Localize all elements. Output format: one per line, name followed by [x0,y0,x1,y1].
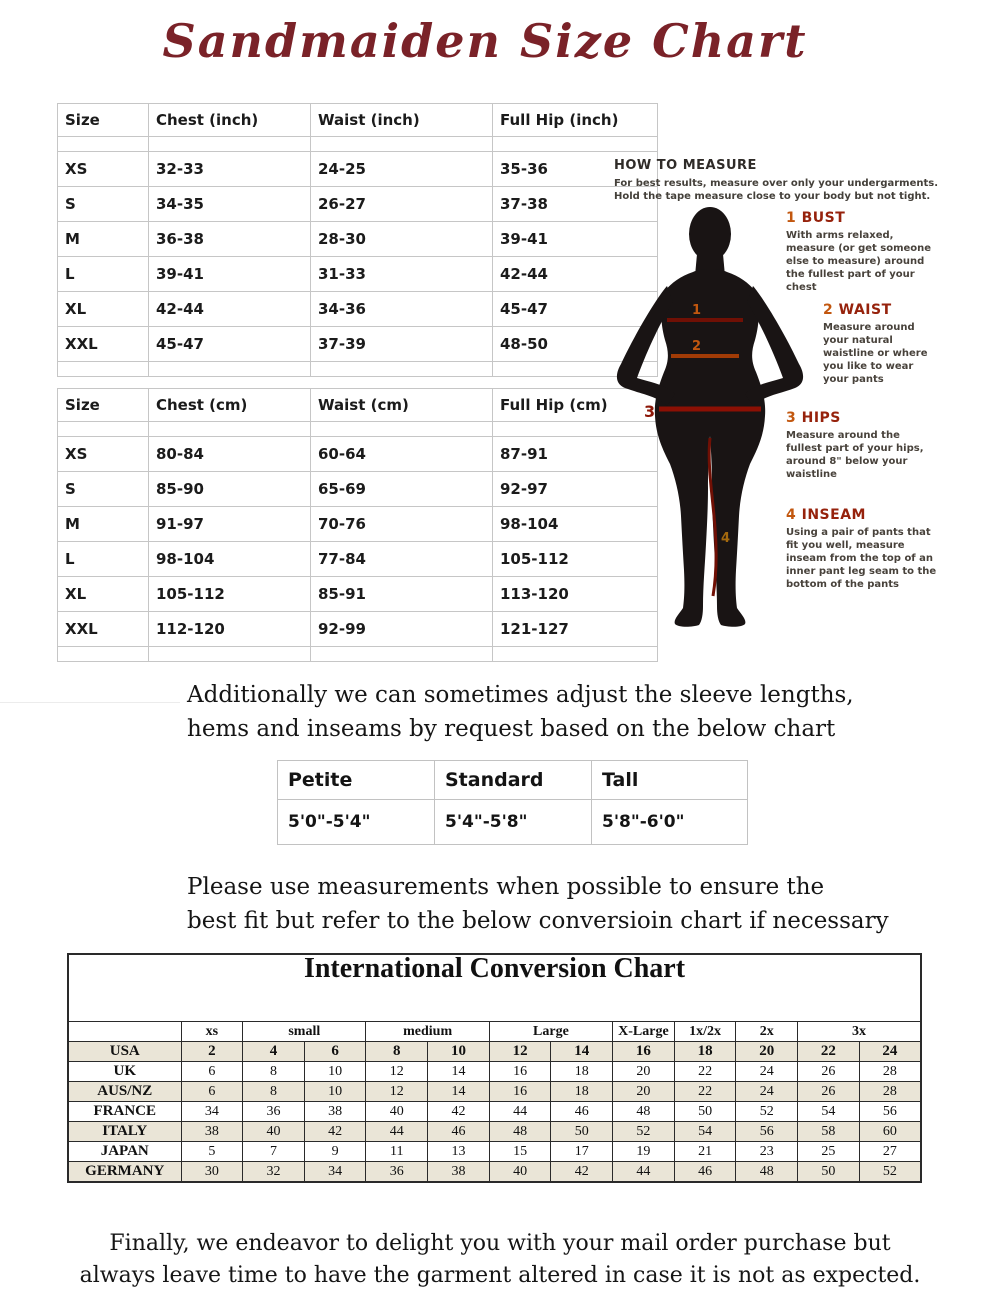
table-row [58,577,658,612]
size-cell: 38 [428,1162,490,1183]
size-cell: 10 [428,1042,490,1062]
spacer-row [58,422,658,437]
final-note-line: always leave time to have the garment altered in case it is not as expected. [79,1263,921,1288]
table-row [68,1122,921,1142]
column-header: Full Hip (inch) [493,104,658,137]
size-cell: 38 [181,1122,243,1142]
size-cell: 40 [366,1102,428,1122]
size-cell: 14 [551,1042,613,1062]
size-cell: 44 [613,1162,675,1183]
table-row [58,187,658,222]
table-cell: 35-36 [493,152,658,187]
table-row [68,1082,921,1102]
table-cell: 112-120 [149,612,311,647]
table-cell: 24-25 [311,152,493,187]
step-text: Using a pair of pants that fit you well, measure inseam from the top of an inner pant leg seam to the bottom of the pants [786,527,937,590]
chart-title-row [68,954,921,1022]
size-label: L [58,542,149,577]
size-cell: 10 [304,1062,366,1082]
region-cell: UK [68,1062,181,1082]
table-cell: 32-33 [149,152,311,187]
table-cell: 80-84 [149,437,311,472]
size-cell: 14 [428,1062,490,1082]
column-header: Chest (inch) [149,104,311,137]
column-header: Chest (cm) [149,389,311,422]
size-label: XXL [58,612,149,647]
table-cell: 60-64 [311,437,493,472]
table-cell: 113-120 [493,577,658,612]
step-number: 1 [786,210,797,226]
table-cell: 91-97 [149,507,311,542]
intro-line: Hold the tape measure close to your body but not tight. [614,191,931,202]
page-title: Sandmaiden Size Chart [162,14,808,68]
size-cell: 22 [798,1042,860,1062]
size-cell: 52 [736,1102,798,1122]
size-label: M [58,222,149,257]
final-note [0,1228,1000,1292]
table-cell: 36-38 [149,222,311,257]
size-label: XL [58,292,149,327]
size-cell: 40 [489,1162,551,1183]
table-cell: 34-36 [311,292,493,327]
table-header-row [58,389,658,422]
size-cell: 6 [181,1062,243,1082]
size-cell: 21 [674,1142,736,1162]
step-text: Measure around the fullest part of your hips, around 8" below your waistline [786,430,924,480]
table-cell: 105-112 [149,577,311,612]
chart-title: International Conversion Chart [68,954,921,1022]
table-cell: 31-33 [311,257,493,292]
size-cell: 48 [613,1102,675,1122]
figure-label-3: 3 [644,402,656,421]
size-cell: 12 [366,1062,428,1082]
table-cell: 85-90 [149,472,311,507]
step-text: Measure around your natural waistline or where you like to wear your pants [823,322,928,385]
size-cell: 36 [243,1102,305,1122]
size-cell: 46 [674,1162,736,1183]
group-header-cell: small [243,1022,366,1042]
spacer-row [58,647,658,662]
table-cell: 28-30 [311,222,493,257]
size-cell: 24 [736,1062,798,1082]
intro-line: For best results, measure over only your undergarments. [614,178,939,189]
region-cell: USA [68,1042,181,1062]
table-row [58,507,658,542]
region-cell: ITALY [68,1122,181,1142]
table-cell: 121-127 [493,612,658,647]
table-cell: 77-84 [311,542,493,577]
size-cell: 20 [613,1082,675,1102]
size-cell: 16 [489,1082,551,1102]
column-header: Size [58,389,149,422]
size-cell: 34 [181,1102,243,1122]
table-cell: 87-91 [493,437,658,472]
size-cell: 36 [366,1162,428,1183]
table-row [68,1162,921,1183]
height-range-table [277,760,748,845]
size-cell: 11 [366,1142,428,1162]
column-header: Waist (inch) [311,104,493,137]
table-header-row [58,104,658,137]
divider-line [0,702,180,703]
size-cell: 52 [859,1162,921,1183]
size-cell: 60 [859,1122,921,1142]
column-header: Tall [592,761,748,800]
size-label: XXL [58,327,149,362]
size-cell: 20 [736,1042,798,1062]
group-header-cell: xs [181,1022,243,1042]
group-header-cell: Large [489,1022,612,1042]
size-label: XS [58,437,149,472]
size-label: S [58,472,149,507]
size-label: XL [58,577,149,612]
size-cell: 8 [366,1042,428,1062]
size-cell: 16 [489,1062,551,1082]
group-header-cell: medium [366,1022,489,1042]
size-cell: 28 [859,1062,921,1082]
table-cell: 42-44 [149,292,311,327]
table-cell: 42-44 [493,257,658,292]
table-row [58,612,658,647]
table-cell: 45-47 [493,292,658,327]
size-cell: 7 [243,1142,305,1162]
table-cell: 98-104 [149,542,311,577]
table-row [58,542,658,577]
table-cell: 105-112 [493,542,658,577]
size-cell: 50 [551,1122,613,1142]
size-cell: 4 [243,1042,305,1062]
step-name: INSEAM [801,507,866,523]
size-cell: 27 [859,1142,921,1162]
measure-note-line: best fit but refer to the below conversioin chart if necessary [187,908,889,934]
size-cell: 12 [366,1082,428,1102]
conversion-chart-table [67,953,922,1183]
table-row [58,327,658,362]
table-cell: 39-41 [493,222,658,257]
table-cell: 37-39 [311,327,493,362]
column-header: Standard [435,761,592,800]
step-text: With arms relaxed, measure (or get someone else to measure) around the fullest part of your chest [786,230,932,293]
size-cell: 19 [613,1142,675,1162]
step-heading [823,302,937,318]
size-cell: 10 [304,1082,366,1102]
size-cell: 8 [243,1082,305,1102]
size-label: L [58,257,149,292]
size-cell: 58 [798,1122,860,1142]
size-cell: 2 [181,1042,243,1062]
size-label: S [58,187,149,222]
size-cell: 40 [243,1122,305,1142]
table-row [58,257,658,292]
size-cell: 50 [674,1102,736,1122]
table-cell: 92-97 [493,472,658,507]
size-cell: 6 [304,1042,366,1062]
size-cell: 38 [304,1102,366,1122]
column-header: Waist (cm) [311,389,493,422]
size-cell: 25 [798,1142,860,1162]
size-cell: 13 [428,1142,490,1162]
size-cell: 14 [428,1082,490,1102]
table-row [68,1142,921,1162]
table-cell: 39-41 [149,257,311,292]
size-cell: 16 [613,1042,675,1062]
size-cell: 44 [366,1122,428,1142]
how-to-measure-heading: HOW TO MEASURE [614,158,757,173]
size-cell: 44 [489,1102,551,1122]
group-header-cell: X-Large [613,1022,675,1042]
size-cell: 32 [243,1162,305,1183]
size-cell: 5 [181,1142,243,1162]
table-cell: 5'4"-5'8" [435,800,592,845]
table-cell: 98-104 [493,507,658,542]
measure-step-waist [823,302,937,386]
figure-label-2: 2 [692,339,702,354]
table-cell: 65-69 [311,472,493,507]
region-cell: FRANCE [68,1102,181,1122]
adjust-note-line: hems and inseams by request based on the below chart [187,716,836,742]
size-cell: 22 [674,1082,736,1102]
size-cell: 48 [489,1122,551,1142]
size-cell: 34 [304,1162,366,1183]
size-cell: 23 [736,1142,798,1162]
table-row [68,1042,921,1062]
spacer-row [58,137,658,152]
size-cell: 18 [551,1082,613,1102]
size-cell: 18 [674,1042,736,1062]
table-cell: 70-76 [311,507,493,542]
size-cell: 54 [674,1122,736,1142]
size-cell: 15 [489,1142,551,1162]
size-cell: 24 [859,1042,921,1062]
group-header-cell: 3x [798,1022,921,1042]
size-cell: 20 [613,1062,675,1082]
region-cell: JAPAN [68,1142,181,1162]
step-number: 4 [786,507,797,523]
size-cell: 6 [181,1082,243,1102]
measure-note [187,870,889,938]
inch-size-table [57,103,658,377]
step-name: WAIST [838,302,892,318]
size-cell: 42 [304,1122,366,1142]
table-cell: 92-99 [311,612,493,647]
size-cell: 8 [243,1062,305,1082]
table-row [58,222,658,257]
size-cell: 46 [551,1102,613,1122]
size-cell: 46 [428,1122,490,1142]
size-cell: 17 [551,1142,613,1162]
group-header-cell: 2x [736,1022,798,1042]
table-header-row [278,761,748,800]
group-header-cell [68,1022,181,1042]
size-label: M [58,507,149,542]
group-header-cell: 1x/2x [674,1022,736,1042]
measure-note-line: Please use measurements when possible to ensure the [187,874,825,900]
size-cell: 52 [613,1122,675,1142]
table-cell: 85-91 [311,577,493,612]
figure-label-1: 1 [692,303,702,318]
table-row [278,800,748,845]
size-cell: 54 [798,1102,860,1122]
table-cell: 48-50 [493,327,658,362]
size-cell: 26 [798,1082,860,1102]
size-cell: 9 [304,1142,366,1162]
step-number: 2 [823,302,834,318]
table-cell: 45-47 [149,327,311,362]
measurement-figure [613,198,815,640]
size-cell: 28 [859,1082,921,1102]
table-cell: 26-27 [311,187,493,222]
column-header: Petite [278,761,435,800]
column-header: Full Hip (cm) [493,389,658,422]
size-cell: 42 [428,1102,490,1122]
group-header-row [68,1022,921,1042]
table-row [58,472,658,507]
column-header: Size [58,104,149,137]
size-cell: 26 [798,1062,860,1082]
table-row [58,292,658,327]
final-note-line: Finally, we endeavor to delight you with your mail order purchase but [109,1231,891,1256]
size-cell: 48 [736,1162,798,1183]
size-label: XS [58,152,149,187]
size-cell: 50 [798,1162,860,1183]
size-cell: 22 [674,1062,736,1082]
size-cell: 24 [736,1082,798,1102]
table-cell: 37-38 [493,187,658,222]
spacer-row [58,362,658,377]
cm-size-table [57,388,658,662]
size-cell: 56 [859,1102,921,1122]
size-cell: 18 [551,1062,613,1082]
size-cell: 30 [181,1162,243,1183]
table-row [68,1062,921,1082]
table-cell: 34-35 [149,187,311,222]
size-cell: 42 [551,1162,613,1183]
step-number: 3 [786,410,797,426]
size-cell: 12 [489,1042,551,1062]
region-cell: AUS/NZ [68,1082,181,1102]
table-row [58,152,658,187]
table-cell: 5'8"-6'0" [592,800,748,845]
step-name: HIPS [801,410,841,426]
figure-label-4: 4 [721,531,731,546]
region-cell: GERMANY [68,1162,181,1183]
table-cell: 5'0"-5'4" [278,800,435,845]
table-row [68,1102,921,1122]
table-row [58,437,658,472]
adjust-note [187,678,854,746]
size-cell: 56 [736,1122,798,1142]
step-name: BUST [801,210,846,226]
adjust-note-line: Additionally we can sometimes adjust the sleeve lengths, [187,682,854,708]
